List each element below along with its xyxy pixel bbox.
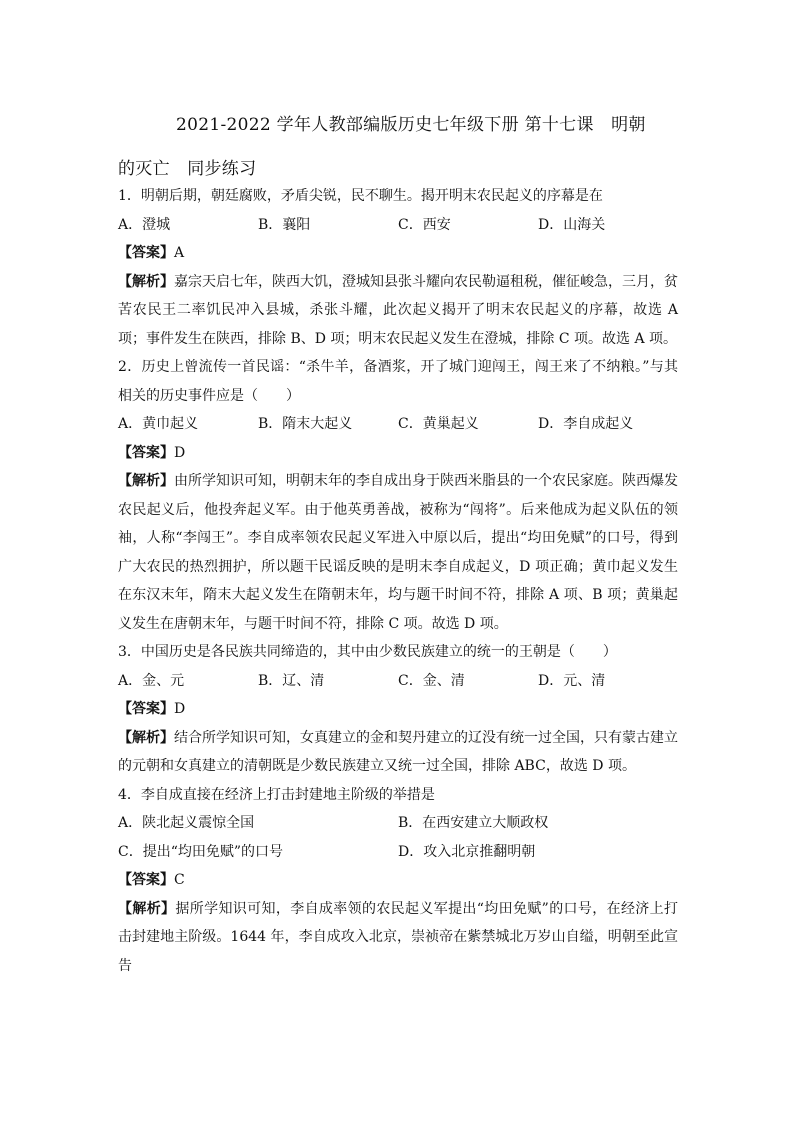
analysis-text: 由所学知识可知，明朝末年的李自成出身于陕西米脂县的一个农民家庭。陕西爆发农民起义后，他投奔起义军。由于他英勇善战，被称为“闯将”。后来他成为起义队伍的领袖，人称“李闯王”。李自成率领农民起义军进入中原以后，提出“均田免赋”的口号，得到广大农民的热烈拥护，所以题干民谣反映的是明末李自成起义，D 项正确；黄巾起义发生在东汉末年，隋末大起义发生在隋朝末年，均与题干时间不符，排除 A 项、B 项；黄巢起义发生在唐朝末年，与题干时间不符，排除 C 项。故选 D 项。	[118, 473, 678, 632]
document-title	[118, 103, 678, 191]
answer-line	[118, 439, 678, 468]
document-body	[118, 182, 678, 980]
option-c: C．金、清	[398, 672, 465, 689]
option-b: B．辽、清	[258, 672, 325, 689]
option-b: B．隋末大起义	[258, 416, 353, 432]
answer-value: D	[174, 444, 186, 461]
analysis-tag: 【解析】	[118, 273, 174, 290]
question-stem: 4．李自成直接在经济上打击封建地主阶级的举措是	[118, 786, 435, 803]
option-a: A．黄巾起义	[118, 416, 199, 432]
analysis-tag: 【解析】	[118, 473, 174, 489]
option-d: D．攻入北京推翻明朝	[398, 843, 536, 860]
analysis-paragraph	[118, 895, 678, 981]
option-list	[118, 667, 678, 696]
answer-tag: 【答案】	[118, 701, 174, 717]
analysis-text: 嘉宗天启七年，陕西大饥，澄城知县张斗耀向农民勒逼租税，催征峻急，三月，贫苦农民王二率饥民冲入县城，杀张斗耀，此次起义揭开了明末农民起义的序幕，故选 A 项；事件发生在陕西，排除 B、D 项；明末农民起义发生在澄城，排除 C 项。故选 A 项。	[118, 273, 678, 347]
option-b: B．襄阳	[258, 216, 311, 233]
analysis-text: 结合所学知识可知，女真建立的金和契丹建立的辽没有统一过全国，只有蒙古建立的元朝和女真建立的清朝既是少数民族建立又统一过全国，排除 ABC，故选 D 项。	[118, 729, 678, 774]
option-c: C．西安	[398, 216, 451, 233]
question-3	[118, 638, 678, 781]
question-2	[118, 353, 678, 638]
question-4	[118, 781, 678, 981]
option-list	[118, 211, 678, 240]
question-1	[118, 182, 678, 353]
answer-value: D	[174, 701, 186, 717]
answer-line	[118, 866, 678, 895]
question-stem: 2．历史上曾流传一首民谣：“杀牛羊，备酒浆，开了城门迎闯王，闯王来了不纳粮。”与其相关的历史事件应是（ ）	[118, 359, 678, 404]
option-a: A．陕北起义震惊全国	[118, 815, 255, 831]
analysis-paragraph	[118, 467, 678, 638]
option-d: D．元、清	[538, 672, 606, 689]
answer-tag: 【答案】	[118, 245, 174, 261]
option-a: A．金、元	[118, 672, 185, 689]
analysis-paragraph	[118, 724, 678, 781]
answer-value: A	[174, 245, 185, 261]
option-list	[118, 809, 678, 838]
answer-tag: 【答案】	[118, 444, 174, 461]
option-c: C．黄巢起义	[398, 416, 479, 432]
option-d: D．山海关	[538, 216, 606, 233]
answer-tag: 【答案】	[118, 872, 174, 888]
option-list	[118, 838, 678, 867]
question-stem: 3．中国历史是各民族共同缔造的，其中由少数民族建立的统一的王朝是（ ）	[118, 644, 617, 660]
analysis-tag: 【解析】	[118, 900, 176, 917]
title-line-2: 的灭亡 同步练习	[118, 159, 257, 179]
option-list	[118, 410, 678, 439]
option-a: A．澄城	[118, 216, 171, 233]
option-c: C．提出“均田免赋”的口号	[118, 843, 284, 860]
analysis-paragraph	[118, 268, 678, 354]
title-line-1: 2021-2022 学年人教部编版历史七年级下册 第十七课 明朝	[176, 115, 646, 135]
answer-line	[118, 239, 678, 268]
option-b: B．在西安建立大顺政权	[398, 815, 549, 831]
option-d: D．李自成起义	[538, 416, 634, 432]
answer-line	[118, 695, 678, 724]
question-stem: 1．明朝后期，朝廷腐败，矛盾尖锐，民不聊生。揭开明末农民起义的序幕是在	[118, 188, 603, 204]
analysis-tag: 【解析】	[118, 729, 174, 746]
answer-value: C	[174, 872, 185, 888]
analysis-text: 据所学知识可知，李自成率领的农民起义军提出“均田免赋”的口号，在经济上打击封建地主阶级。1644 年，李自成攻入北京，崇祯帝在紫禁城北万岁山自缢，明朝至此宣告	[118, 900, 679, 974]
